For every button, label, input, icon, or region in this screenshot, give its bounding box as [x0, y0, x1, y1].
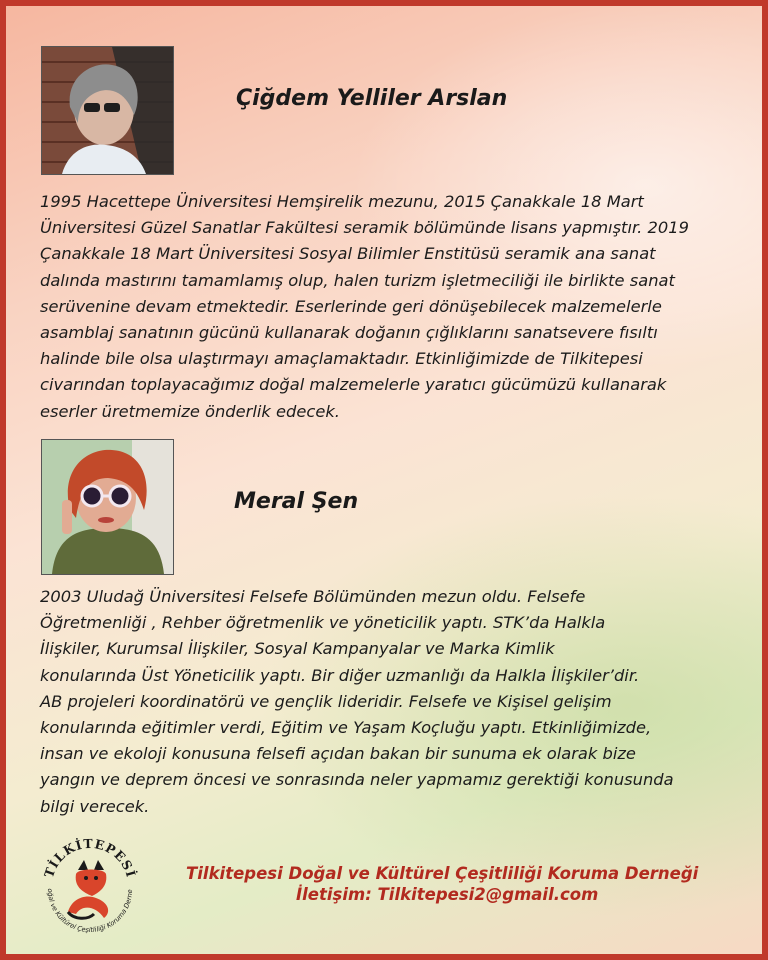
- bio-line: civarından toplayacağımız doğal malzemelerle yaratıcı gücümüzü kullanarak: [40, 375, 667, 395]
- bio-line: asamblaj sanatının gücünü kullanarak doğanın çığlıklarını sanatsevere fısıltı: [40, 323, 658, 343]
- portrait-illustration-1: [42, 47, 173, 174]
- bio-line: 2003 Uludağ Üniversitesi Felsefe Bölümünden mezun oldu. Felsefe: [40, 587, 586, 606]
- bio-line: AB projeleri koordinatörü ve gençlik lideridir. Felsefe ve Kişisel gelişim: [40, 691, 612, 711]
- bio-line: insan ve ekoloji konusuna felsefi açıdan bakan bir sunuma ek olarak bize: [40, 744, 636, 764]
- contact-email[interactable]: İletişim: Tilkitepesi2@gmail.com: [296, 885, 599, 904]
- person-name-1: Çiğdem Yelliler Arslan: [236, 86, 508, 111]
- organization-name: Tilkitepesi Doğal ve Kültürel Çeşitliliği Koruma Derneği: [186, 864, 699, 883]
- bio-line: yangın ve deprem öncesi ve sonrasında neler yapmamız gerektiği konusunda: [40, 770, 674, 790]
- bio-line: Çanakkale 18 Mart Üniversitesi Sosyal Bilimler Enstitüsü seramik ana sanat: [40, 244, 656, 264]
- person-name-2: Meral Şen: [234, 489, 359, 514]
- bio-line: konularında Üst Yöneticilik yaptı. Bir diğer uzmanlığı da Halkla İlişkiler’dir.: [40, 665, 640, 685]
- bio-line: İlişkiler, Kurumsal İlişkiler, Sosyal Kampanyalar ve Marka Kimlik: [40, 639, 555, 659]
- bio-line: halinde bile olsa ulaştırmayı amaçlamaktadır. Etkinliğimizde de Tilkitepesi: [40, 349, 643, 369]
- bio-line: serüvenine devam etmektedir. Eserlerinde geri dönüşebilecek malzemelerle: [40, 296, 662, 316]
- bio-line: konularında eğitimler verdi, Eğitim ve Yaşam Koçluğu yaptı. Etkinliğimizde,: [40, 718, 652, 738]
- portrait-photo-2: [41, 439, 174, 575]
- bio-line: eserler üretmemize önderlik edecek.: [40, 401, 340, 421]
- biography-2: [40, 584, 748, 820]
- bio-line: Öğretmenliği , Rehber öğretmenlik ve yöneticilik yaptı. STK’da Halkla: [40, 613, 606, 633]
- footer-info: [186, 864, 698, 904]
- logo-emblem: [38, 834, 142, 938]
- fox-icon: [68, 860, 108, 918]
- bio-line: bilgi verecek.: [40, 796, 150, 816]
- bio-line: dalında mastırını tamamlamış olup, halen turizm işletmeciliği ile birlikte sanat: [40, 270, 675, 290]
- tilkitepesi-logo: [38, 834, 142, 938]
- portrait-photo-1: [41, 46, 174, 175]
- bio-line: Üniversitesi Güzel Sanatlar Fakültesi seramik bölümünde lisans yapmıştır. 2019: [40, 218, 689, 238]
- portrait-illustration-2: [42, 440, 173, 574]
- bio-line: 1995 Hacettepe Üniversitesi Hemşirelik mezunu, 2015 Çanakkale 18 Mart: [40, 192, 644, 211]
- biography-1: [40, 189, 748, 425]
- logo-ring-text: oğal ve Kültürel Çeşitliliği Koruma Derne: [45, 888, 135, 935]
- logo-top-text: TİLKİTEPESİ: [41, 835, 139, 880]
